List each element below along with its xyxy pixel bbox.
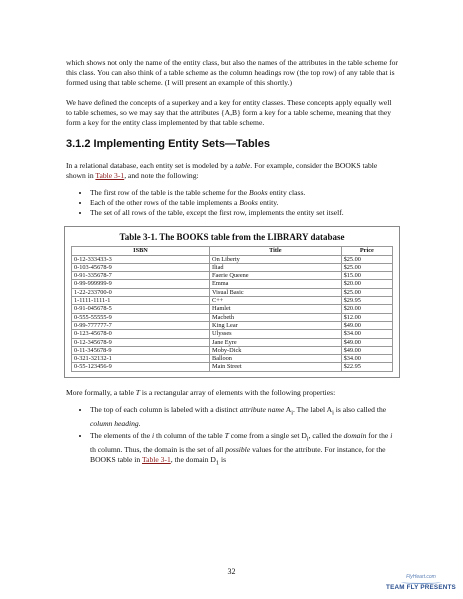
table-row: [72, 338, 393, 346]
table-row: [72, 297, 393, 305]
emphasis: attribute name: [239, 404, 285, 414]
text-run: , called the: [308, 430, 344, 440]
table-row: [72, 330, 393, 338]
table-3-1-link[interactable]: Table 3-1: [141, 454, 171, 464]
text-run: The top of each column is labeled with a distinct: [90, 404, 240, 414]
subscript: 1: [215, 459, 220, 467]
paragraph-formal-definition: [66, 388, 398, 398]
cell-price: $15.00: [341, 272, 392, 280]
text-run: th column of the table: [154, 430, 225, 440]
table-row: [72, 263, 393, 271]
text-run: is a rectangular array of elements with the following properties:: [139, 387, 336, 397]
table-row: [72, 255, 393, 263]
text-run: come from a single set D: [228, 430, 307, 440]
paragraph-relational-intro: [66, 161, 398, 181]
cell-isbn: 0-91-045678-5: [72, 305, 210, 313]
logo-team-text: TEAM FLY PRESENTS: [386, 584, 456, 591]
column-header-isbn: ISBN: [72, 247, 210, 255]
cell-isbn: 0-103-45678-9: [72, 263, 210, 271]
cell-isbn: 0-123-45678-0: [72, 330, 210, 338]
cell-title: Ulysses: [210, 330, 342, 338]
cell-price: $49.00: [341, 346, 392, 354]
logo-site-text: FlyHeart.com: [406, 574, 436, 580]
text-run: is also called the: [333, 404, 387, 414]
subscript: i: [291, 409, 293, 417]
text-run: th column. Thus, the domain is the set of all: [90, 444, 226, 454]
cell-price: $34.00: [341, 330, 392, 338]
cell-title: Emma: [210, 280, 342, 288]
cell-price: $49.00: [341, 321, 392, 329]
table-3-1-link[interactable]: Table 3-1: [95, 171, 125, 181]
cell-price: $25.00: [341, 255, 392, 263]
list-item: [90, 405, 398, 429]
cell-isbn: 0-12-345678-9: [72, 338, 210, 346]
books-table-container: [64, 226, 400, 377]
subscript: i: [306, 435, 309, 443]
cell-title: Balloon: [210, 355, 342, 363]
section-heading: 3.1.2 Implementing Entity Sets—Tables: [66, 138, 270, 151]
emphasis: column heading.: [90, 418, 141, 428]
cell-price: $12.00: [341, 313, 392, 321]
table-row: [72, 288, 393, 296]
text-run: for the: [366, 430, 391, 440]
team-fly-logo: [386, 574, 456, 591]
text-run: The elements of the: [90, 430, 152, 440]
cell-title: Macbeth: [210, 313, 342, 321]
table-row: [72, 272, 393, 280]
cell-price: $29.95: [341, 297, 392, 305]
cell-isbn: 1-1111-1111-1: [72, 297, 210, 305]
cell-title: On Liberty: [210, 255, 342, 263]
table-row: [72, 321, 393, 329]
column-header-title: Title: [210, 247, 342, 255]
table-row: [72, 363, 393, 371]
text-run: The first row of the table is the table scheme for the: [90, 187, 249, 197]
bullet-list-books: [66, 188, 398, 219]
cell-title: Iliad: [210, 263, 342, 271]
list-item: [90, 208, 398, 218]
emphasis: i: [152, 430, 155, 440]
cell-title: Jane Eyre: [210, 338, 342, 346]
cell-isbn: 1-22-233700-0: [72, 288, 210, 296]
cell-price: $20.00: [341, 305, 392, 313]
table-body: [72, 255, 393, 371]
emphasis: domain: [343, 430, 367, 440]
table-row: [72, 355, 393, 363]
cell-price: $49.00: [341, 338, 392, 346]
emphasis: Books: [249, 187, 268, 197]
cell-title: Visual Basic: [210, 288, 342, 296]
cell-price: $22.95: [341, 363, 392, 371]
emphasis-table: table: [235, 161, 251, 171]
cell-title: Hamlet: [210, 305, 342, 313]
text-run: entity.: [257, 197, 279, 207]
text-run: is: [219, 454, 227, 464]
list-item: [90, 188, 398, 198]
table-row: [72, 313, 393, 321]
text-run: In a relational database, each entity set is modeled by a: [66, 161, 236, 171]
cell-isbn: 0-99-999999-9: [72, 280, 210, 288]
cell-isbn: 0-555-55555-9: [72, 313, 210, 321]
table-row: [72, 280, 393, 288]
cell-price: $25.00: [341, 288, 392, 296]
table-header-row: [72, 247, 393, 255]
paragraph-superkey: We have defined the concepts of a superkey and a key for entity classes. These concepts apply equally well to table schemes, so we may say that the attributes {A,B} form a key for a table scheme, meaning that they form a key for the entity class implemented by that table scheme.: [66, 97, 392, 128]
cell-price: $25.00: [341, 263, 392, 271]
cell-isbn: 0-12-333433-3: [72, 255, 210, 263]
cell-price: $20.00: [341, 280, 392, 288]
page-number: 32: [227, 567, 236, 576]
cell-price: $34.00: [341, 355, 392, 363]
text-run: . The label A: [292, 404, 333, 414]
text-run: entity class.: [267, 187, 306, 197]
bullet-list-properties: [66, 405, 398, 469]
document-page: [66, 58, 398, 476]
text-run: , the domain D: [170, 454, 216, 464]
cell-isbn: 0-91-335678-7: [72, 272, 210, 280]
list-item: [90, 198, 398, 208]
cell-isbn: 0-55-123456-9: [72, 363, 210, 371]
cell-title: Faerie Queene: [210, 272, 342, 280]
text-run: A: [284, 404, 292, 414]
table-row: [72, 305, 393, 313]
cell-title: Main Street: [210, 363, 342, 371]
text-run: Each of the other rows of the table implements a: [90, 197, 240, 207]
table-caption: Table 3-1. The BOOKS table from the LIBRARY database: [119, 232, 345, 243]
emphasis: T: [224, 430, 229, 440]
subscript: i: [332, 409, 334, 417]
books-table: [71, 246, 393, 371]
cell-title: C++: [210, 297, 342, 305]
text-run: The set of all rows of the table, except the first row, implements the entity set itself.: [90, 208, 344, 218]
cell-isbn: 0-321-32132-1: [72, 355, 210, 363]
cell-title: Moby-Dick: [210, 346, 342, 354]
column-header-price: Price: [341, 247, 392, 255]
cell-isbn: 0-99-777777-7: [72, 321, 210, 329]
cell-isbn: 0-11-345678-9: [72, 346, 210, 354]
text-run: . For example, consider the BOOKS table shown in: [66, 161, 378, 181]
emphasis: possible: [225, 444, 251, 454]
text-run: More formally, a table: [66, 387, 136, 397]
cell-title: King Lear: [210, 321, 342, 329]
emphasis: Books: [239, 197, 258, 207]
text-run: , and note the following:: [124, 171, 199, 181]
list-item: [90, 431, 398, 469]
emphasis: i: [390, 430, 393, 440]
paragraph-table-scheme: which shows not only the name of the entity class, but also the names of the attributes in the table scheme for this class. You can also think of a table scheme as the column headings row (the top row) of any table that is formed using that table scheme. (I will present an example of this shortly.): [66, 58, 398, 88]
table-row: [72, 346, 393, 354]
emphasis-T: T: [135, 387, 140, 397]
text-run: values for the attribute. For instance, for the BOOKS table in: [90, 444, 386, 464]
